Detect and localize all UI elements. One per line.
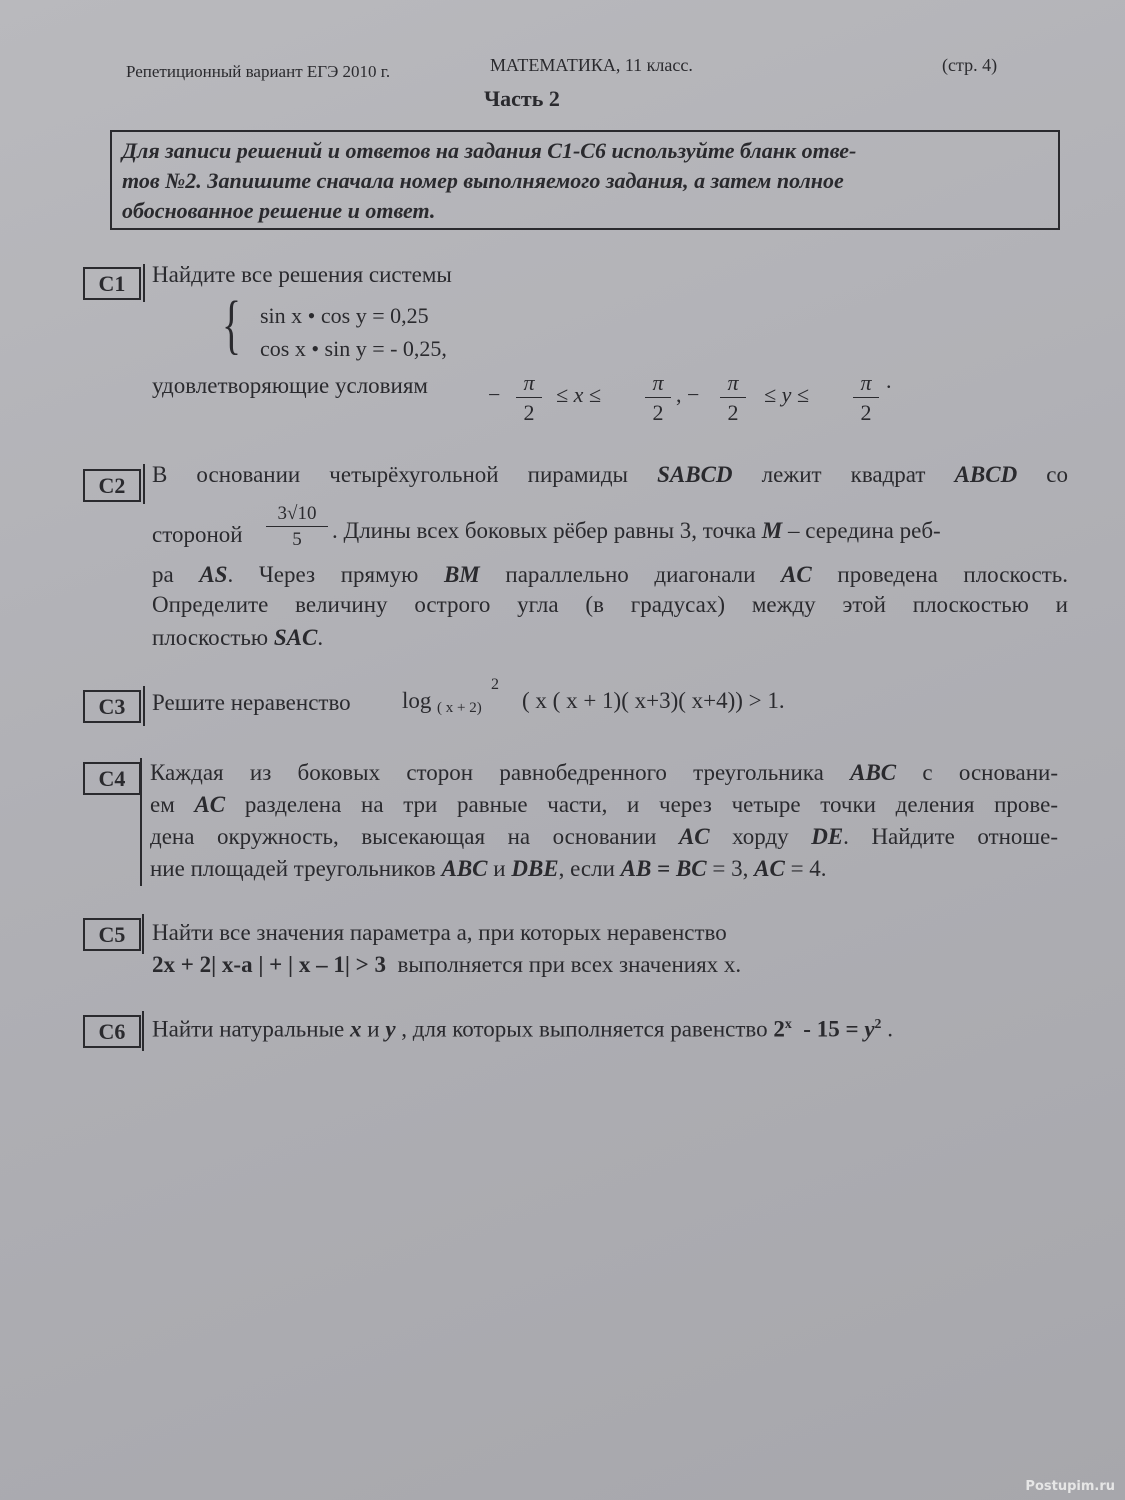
task-label-c4: С4: [83, 762, 141, 795]
c1-x-bounds: ≤ x ≤: [556, 382, 601, 407]
c4-line-3: дена окружность, высекающая на основании AC хорду DE. Найдите отноше-: [150, 824, 1059, 849]
c2-line-2: . Длины всех боковых рёбер равны 3, точка M – середина реб-: [332, 518, 941, 543]
header-page-number: (стр. 4): [942, 55, 998, 75]
task-label-c5: С5: [83, 918, 141, 951]
task-divider: [142, 914, 144, 954]
c1-equation-2: cos x • sin y = - 0,25,: [260, 336, 447, 361]
c1-conditions-text: удовлетворяющие условиям: [152, 373, 428, 398]
task-label-c3: С3: [83, 690, 141, 723]
task-divider: [143, 686, 145, 726]
c2-line-3: ра AS. Через прямую BM параллельно диагонали AC проведена плоскость.: [152, 562, 1069, 587]
part-title: Часть 2: [484, 86, 560, 111]
c1-fraction-3: π 2: [720, 370, 746, 426]
c3-log: log: [402, 688, 432, 713]
c3-expression: ( x ( x + 1)( x+3)( x+4)) > 1.: [522, 688, 785, 713]
c1-intro: Найдите все решения системы: [152, 262, 452, 287]
c1-period: .: [886, 368, 892, 393]
instruction-line: обоснованное решение и ответ.: [122, 198, 436, 223]
c1-fraction-4: π 2: [853, 370, 879, 426]
c3-log-base: ( x + 2): [437, 700, 482, 716]
c4-line-1: Каждая из боковых сторон равнобедренного треугольника ABC с основани-: [150, 760, 1059, 785]
task-divider: [143, 264, 145, 302]
c2-line-1: В основании четырёхугольной пирамиды SABCD лежит квадрат ABCD со: [152, 462, 1069, 487]
task-label-c1: С1: [83, 267, 141, 300]
c2-line-5: плоскостью SAC.: [152, 625, 324, 650]
c5-line-2: 2x + 2| x-a | + | x – 1| > 3 выполняется при всех значениях x.: [152, 952, 742, 977]
c1-fraction-1: π 2: [516, 370, 542, 426]
header-variant: Репетиционный вариант ЕГЭ 2010 г.: [126, 62, 391, 81]
task-divider: [140, 758, 142, 886]
c1-y-bounds: ≤ y ≤: [764, 382, 809, 407]
c4-line-2: ем AC разделена на три равные части, и через четыре точки деления прове-: [150, 792, 1059, 817]
c3-log-power: 2: [491, 676, 499, 693]
c3-prompt: Решите неравенство: [152, 690, 351, 715]
c5-line-1: Найти все значения параметра а, при которых неравенство: [152, 920, 727, 945]
instruction-line: тов №2. Запишите сначала номер выполняемого задания, а затем полное: [122, 168, 844, 193]
c2-side-word: стороной: [152, 522, 243, 547]
instruction-box: [110, 130, 1060, 230]
task-divider: [142, 1011, 144, 1051]
c1-equation-1: sin x • cos y = 0,25: [260, 303, 429, 328]
system-brace: {: [222, 288, 242, 361]
c2-side-fraction: 3√10 5: [266, 503, 328, 551]
c4-line-4: ние площадей треугольников ABC и DBE, если AB = BC = 3, AC = 4.: [150, 856, 827, 881]
task-divider: [143, 464, 145, 504]
c1-fraction-2: π 2: [645, 370, 671, 426]
header-subject: МАТЕМАТИКА, 11 класс.: [490, 55, 693, 75]
c1-comma-minus: , −: [676, 382, 700, 407]
c2-line-4: Определите величину острого угла (в градусах) между этой плоскостью и: [152, 592, 1068, 617]
task-label-c2: С2: [83, 469, 141, 502]
c6-line: Найти натуральные x и y , для которых выполняется равенство $2^x - 15 = y^2$ .: [152, 1016, 893, 1042]
watermark: Postupim.ru: [1025, 1479, 1115, 1494]
instruction-line: Для записи решений и ответов на задания С1-С6 используйте бланк отве-: [122, 138, 857, 163]
task-label-c6: С6: [83, 1015, 141, 1048]
c1-minus: −: [488, 382, 501, 407]
